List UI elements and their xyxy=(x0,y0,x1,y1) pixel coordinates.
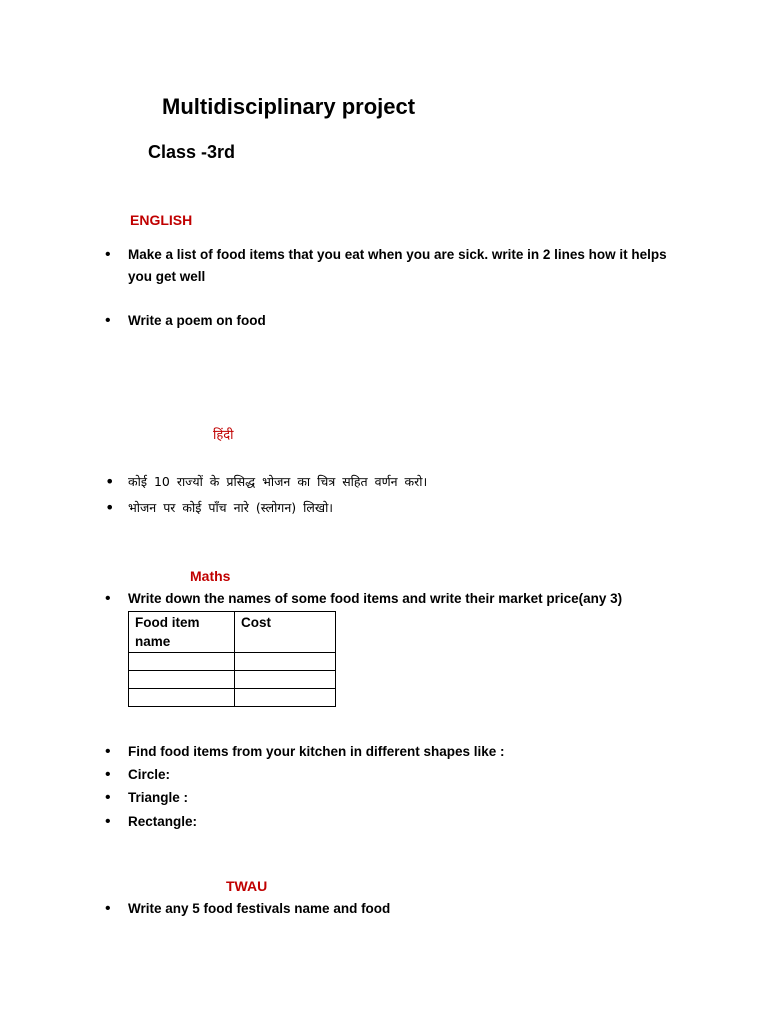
table-row xyxy=(129,689,336,707)
table-cell xyxy=(129,689,235,707)
table-cell xyxy=(235,671,336,689)
page-title: Multidisciplinary project xyxy=(162,94,416,119)
class-label: Class -3rd xyxy=(148,142,236,162)
maths-heading: Maths xyxy=(190,568,231,584)
maths-item-circle: • Circle: xyxy=(105,764,673,786)
table-row xyxy=(129,653,336,671)
english-item-2: • Write a poem on food xyxy=(105,310,673,332)
twau-heading: TWAU xyxy=(226,878,268,894)
maths-item-rectangle: • Rectangle: xyxy=(105,811,673,833)
table-cell xyxy=(129,653,235,671)
maths-intro: • Write down the names of some food items and write their market price(any 3) xyxy=(105,588,673,610)
table-cell xyxy=(129,671,235,689)
maths-item-triangle: • Triangle : xyxy=(105,787,673,809)
table-header-cost: Cost xyxy=(235,612,336,653)
table-cell xyxy=(235,689,336,707)
table-header-food-item: Food item name xyxy=(129,612,235,653)
hindi-item-1: • कोई 10 राज्यों के प्रसिद्ध भोजन का चित्र सहित वर्णन करो। xyxy=(105,471,673,493)
table-header-row xyxy=(129,612,336,653)
english-item-1: • Make a list of food items that you eat when you are sick. write in 2 lines how it helps you get well xyxy=(105,244,673,288)
maths-item-shapes: • Find food items from your kitchen in different shapes like : xyxy=(105,741,673,763)
hindi-heading: हिंदी xyxy=(213,428,234,443)
table-row xyxy=(129,671,336,689)
food-price-table xyxy=(128,611,336,707)
hindi-item-2: • भोजन पर कोई पाँच नारे (स्लोगन) लिखो। xyxy=(105,497,673,519)
english-heading: ENGLISH xyxy=(130,212,193,228)
table-cell xyxy=(235,653,336,671)
twau-item-1: • Write any 5 food festivals name and food xyxy=(105,898,673,920)
